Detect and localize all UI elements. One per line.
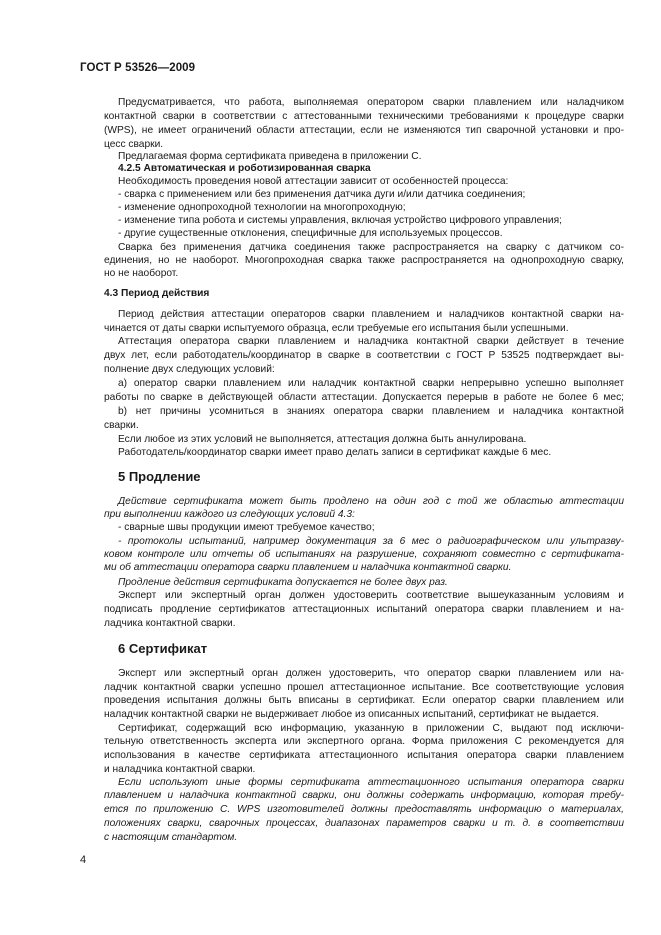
text-line: контактной сварки в соответствии с аттестованными техническими требованиями к процедуре сварки — [104, 111, 624, 122]
text-line: - другие существенные отклонения, специфичные для используемых процессов. — [118, 228, 503, 239]
text-line: при выполнении каждого из следующих условий 4.3: — [104, 509, 355, 520]
text-line: цесс сварки. — [104, 139, 164, 150]
text-line: Эксперт или экспертный орган должен удостоверить соответствие вышеуказанным условиям и — [118, 590, 624, 601]
text-line: двух лет, если работодатель/координатор в сварке в соответствии с ГОСТ Р 53525 подтверждает вы- — [104, 350, 624, 361]
text-line: Период действия аттестации операторов сварки плавлением и наладчиков контактной сварки на- — [118, 309, 624, 320]
text-line: Сертификат, содержащий всю информацию, указанную в приложении С, выдают под исключи- — [118, 723, 624, 734]
text-line: - изменение однопроходной технологии на многопроходную; — [118, 202, 406, 213]
text-line: единения, но не наоборот. Многопроходная сварка также распространяется на однопроходную сварку, — [104, 255, 624, 266]
text-line: проведения испытания должны быть вписаны в сертификат. Если оператор сварки плавлением или — [104, 695, 624, 706]
section-heading: 5 Продление — [118, 469, 201, 484]
text-line: Работодатель/координатор сварки имеет право делать записи в сертификат каждые 6 мес. — [118, 447, 552, 458]
text-line: и наладчика контактной сварки. — [104, 764, 256, 775]
text-line: ется по приложению С. WPS изготовителей должны предоставлять информацию о материалах, — [104, 804, 624, 815]
text-line: плавлением и наладчика контактной сварки, они должны содержать информацию, которая требу- — [104, 790, 624, 801]
text-line: Если используют иные формы сертификата аттестационного испытания оператора сварки — [118, 777, 624, 788]
text-line: Эксперт или экспертный орган должен удостоверить, что оператор сварки плавлением или на- — [118, 668, 624, 679]
text-line: подписать продление сертификатов аттестационных испытаний оператора сварки плавлением и на- — [104, 604, 624, 615]
text-line: ковом контроле или отчеты об испытаниях на разрушение, сохраняют совместно с сертификата- — [104, 549, 624, 560]
text-line: тельную ответственность эксперта или экспертного органа. Форма приложения С рекомендуется для — [104, 736, 624, 747]
text-line: Действие сертификата может быть продлено на один год с той же областью аттестации — [118, 496, 624, 507]
text-line: ладчика контактной сварки. — [104, 618, 236, 629]
text-line: Если любое из этих условий не выполняется, аттестация должна быть аннулирована. — [118, 434, 527, 445]
text-line: Необходимость проведения новой аттестации зависит от особенностей процесса: — [118, 176, 509, 187]
text-line: 4.3 Период действия — [104, 288, 210, 299]
text-line: Сварка без применения датчика соединения также распространяется на сварку с датчиком со- — [118, 242, 624, 253]
text-line: а) оператор сварки плавлением или наладчик контактной сварки непрерывно успешно выполняет — [118, 378, 624, 389]
text-line: 4.2.5 Автоматическая и роботизированная сварка — [118, 163, 371, 174]
text-line: наладчик контактной сварки не выдерживает любое из описанных испытаний, сертификат не выдается. — [104, 709, 599, 720]
text-line: Предусматривается, что работа, выполняемая оператором сварки плавлением или наладчиком — [118, 97, 624, 108]
text-line: - сварные швы продукции имеют требуемое качество; — [118, 522, 375, 533]
text-line: (WPS), не имеет ограничений области аттестации, если не изменяются тип сварочной установки и про- — [104, 125, 624, 136]
text-line: с настоящим стандартом. — [104, 832, 238, 843]
text-line: - изменение типа робота и системы управления, включая устройство цифрового управления; — [118, 215, 562, 226]
text-line: ладчик контактной сварки успешно прошел аттестационное испытание. Все соответствующие условия — [104, 682, 624, 693]
text-line: работы по сварке в действующей области аттестации. Допускается перерыв в работе не более 6 мес; — [104, 392, 624, 403]
text-line: полнение двух следующих условий: — [104, 364, 275, 375]
text-line: положениях сварки, сварочных процессах, диапазонах параметров сварки и т. д. в соответствии — [104, 818, 624, 829]
text-line: использования в качестве сертификата аттестационного испытания оператора сварки плавлением — [104, 750, 624, 761]
text-line: Продление действия сертификата допускается не более двух раз. — [118, 577, 448, 588]
document-header: ГОСТ Р 53526—2009 — [80, 62, 196, 74]
text-line: ми об аттестации оператора сварки плавлением и наладчика контактной сварки. — [104, 562, 512, 573]
text-line: сварки. — [104, 420, 139, 431]
text-line: b) нет причины усомниться в знаниях оператора сварки плавлением и наладчика контактной — [118, 406, 624, 417]
text-line: но не наоборот. — [104, 268, 179, 279]
text-line: чинается от даты сварки испытуемого образца, если требуемые его испытания были успешными. — [104, 323, 569, 334]
section-heading: 6 Сертификат — [118, 641, 208, 656]
text-line: - сварка с применением или без применения датчика дуги и/или датчика соединения; — [118, 189, 526, 200]
page-number: 4 — [80, 854, 87, 866]
text-line: Аттестация оператора сварки плавлением и наладчика контактной сварки действует в течение — [118, 336, 624, 347]
text-line: - протоколы испытаний, например документация за 6 мес о радиографическом или ультразву- — [118, 536, 624, 547]
text-line: Предлагаемая форма сертификата приведена в приложении С. — [118, 151, 422, 162]
